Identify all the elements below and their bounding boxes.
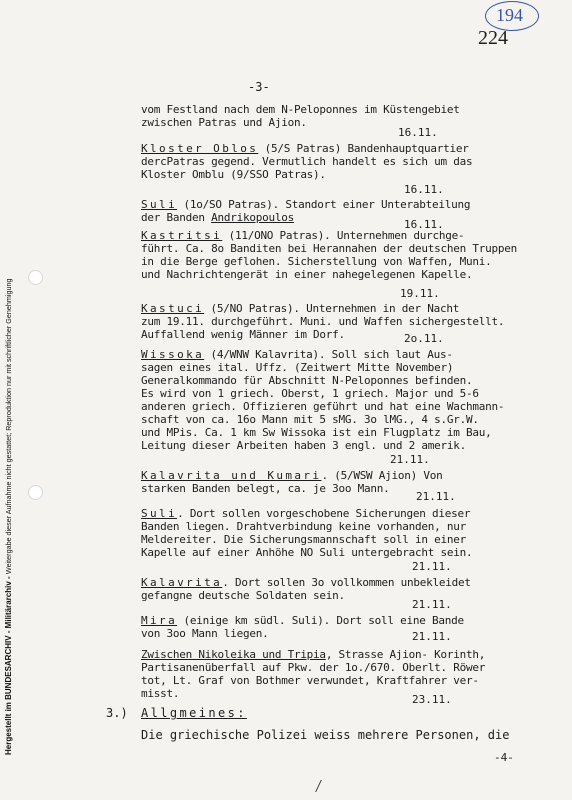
pen-mark xyxy=(315,780,332,792)
text-line: vom Festland nach dem N-Peloponnes im Küstengebiet xyxy=(141,103,460,116)
place-name: Kalavrita und Kumari xyxy=(141,469,322,482)
page-number: -3- xyxy=(248,80,270,94)
entry-date: 16.11. xyxy=(398,126,438,139)
text-line: von 3oo Mann liegen. xyxy=(141,627,269,640)
text-line: Kastritsi (11/ONO Patras). Unternehmen durchge- xyxy=(141,229,465,242)
text-line: starken Banden belegt, ca. je 3oo Mann. xyxy=(141,482,390,495)
text-line: Partisanenüberfall auf Pkw. der 1o./670. Oberlt. Röwer xyxy=(141,661,486,674)
entry-date: 21.11. xyxy=(412,630,452,643)
text-line: Auffallend wenig Männer im Dorf. xyxy=(141,328,345,341)
entry-date: 21.11. xyxy=(390,453,430,466)
text-line: gefangne deutsche Soldaten sein. xyxy=(141,589,345,602)
text-line: und MPis. Ca. 1 km Sw Wissoka ist ein Flugplatz im Bau, xyxy=(141,426,492,439)
place-name: Wissoka xyxy=(141,348,205,361)
entry-date: 23.11. xyxy=(412,693,452,706)
text-line: Kapelle auf einer Anhöhe NO Suli untergebracht sein. xyxy=(141,546,473,559)
text-line: Suli (1o/SO Patras). Standort einer Unterabteilung xyxy=(141,198,471,211)
next-page-marker: -4- xyxy=(494,751,514,764)
text-line: Es wird von 1 griech. Oberst, 1 griech. Major und 5-6 xyxy=(141,387,479,400)
entry-date: 16.11. xyxy=(404,218,444,231)
place-name: Suli xyxy=(141,507,178,520)
place-name: Kastuci xyxy=(141,302,205,315)
entry-date: 21.11. xyxy=(412,560,452,573)
text-line: anderen griech. Offizieren geführt und hat eine Wachmann- xyxy=(141,400,505,413)
text-line: Wissoka (4/WNW Kalavrita). Soll sich laut Aus- xyxy=(141,348,453,361)
text-line: tot, Lt. Graf von Bothmer verwundet, Kraftfahrer ver- xyxy=(141,674,479,687)
text-line: dercPatras gegend. Vermutlich handelt es sich um das xyxy=(141,155,473,168)
text-line: Meldereiter. Die Sicherungsmannschaft soll in einer xyxy=(141,533,467,546)
text-line: in die Berge geflohen. Sicherstellung von Waffen, Muni. xyxy=(141,255,492,268)
text-line: Kloster Oblos (5/S Patras) Bandenhauptquartier xyxy=(141,142,469,155)
archive-margin-note: Hergestellt im BUNDESARCHIV - Militärarchiv - Weitergabe dieser Aufnahme nicht gestattet; Reproduktion nur mit schriftlicher Genehmigung xyxy=(4,278,13,755)
archive-stamp: 194 xyxy=(485,1,539,31)
text-line: misst. xyxy=(141,687,180,700)
text-line: zum 19.11. durchgeführt. Muni. und Waffen sichergestellt. xyxy=(141,315,505,328)
text-line: der Banden Andrikopoulos xyxy=(141,211,294,224)
text-line: sagen eines ital. Uffz. (Zeitwert Mitte November) xyxy=(141,361,454,374)
entry-date: 21.11. xyxy=(412,598,452,611)
entry-date: 21.11. xyxy=(416,490,456,503)
entry-date: 16.11. xyxy=(404,183,444,196)
text-line: Generalkommando für Abschnitt N-Peloponnes befinden. xyxy=(141,374,473,387)
text-line: Mira (einige km südl. Suli). Dort soll eine Bande xyxy=(141,614,464,627)
entry-date: 2o.11. xyxy=(404,332,444,345)
place-name: Kalavrita xyxy=(141,576,223,589)
text-line: zwischen Patras und Ajion. xyxy=(141,116,307,129)
text-line: Banden liegen. Drahtverbindung keine vorhanden, nur xyxy=(141,520,467,533)
punch-hole-top xyxy=(28,270,43,285)
text-line: Kalavrita. Dort sollen 3o vollkommen unbekleidet xyxy=(141,576,471,589)
text-line: Zwischen Nikoleika und Tripia, Strasse Ajion- Korinth, xyxy=(141,648,486,661)
text-line: Suli. Dort sollen vorgeschobene Sicherungen dieser xyxy=(141,507,471,520)
band-leader-name: Andrikopoulos xyxy=(211,211,294,224)
punch-hole-bottom xyxy=(28,485,43,500)
text-line: Die griechische Polizei weiss mehrere Personen, die xyxy=(141,728,510,742)
text-line: und Nachrichtengerät in einer nahegelegenen Kapelle. xyxy=(141,268,473,281)
section-number: 3.) xyxy=(106,706,128,720)
folio-number: 224 xyxy=(478,27,508,49)
text-line: Kastuci (5/NO Patras). Unternehmen in der Nacht xyxy=(141,302,460,315)
text-line: Leitung dieser Arbeiten haben 3 engl. und 2 amerik. xyxy=(141,439,467,452)
text-line: Kloster Omblu (9/SSO Patras). xyxy=(141,168,326,181)
place-name: Zwischen Nikoleika und Tripia xyxy=(141,648,326,661)
section-heading: Allgmeines: xyxy=(141,706,247,720)
text-line: schaft von ca. 16o Mann mit 5 sMG. 3o lMG., 4 s.Gr.W. xyxy=(141,413,479,426)
place-name: Suli xyxy=(141,198,178,211)
place-name: Mira xyxy=(141,614,178,627)
text-line: Kalavrita und Kumari. (5/WSW Ajion) Von xyxy=(141,469,443,482)
entry-date: 19.11. xyxy=(400,287,440,300)
place-name: Kloster Oblos xyxy=(141,142,259,155)
text-line: führt. Ca. 8o Banditen bei Herannahen der deutschen Truppen xyxy=(141,242,517,255)
place-name: Kastritsi xyxy=(141,229,223,242)
